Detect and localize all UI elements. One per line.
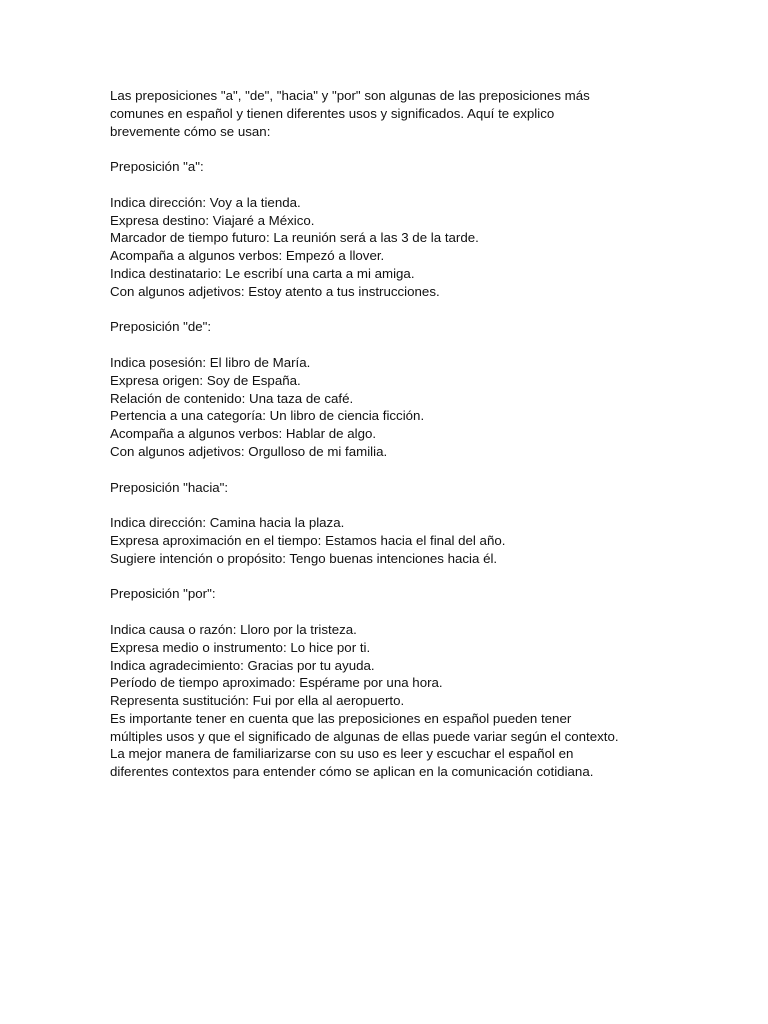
list-item: Con algunos adjetivos: Orgulloso de mi familia. — [110, 443, 388, 459]
list-item: Sugiere intención o propósito: Tengo buenas intenciones hacia él. — [110, 550, 498, 566]
closing-line: Es importante tener en cuenta que las preposiciones en español pueden tener — [110, 710, 572, 726]
intro-line: brevemente cómo se usan: — [110, 123, 271, 139]
list-item: Expresa aproximación en el tiempo: Estamos hacia el final del año. — [110, 532, 506, 548]
list-item: Marcador de tiempo futuro: La reunión será a las 3 de la tarde. — [110, 230, 479, 246]
closing-line: múltiples usos y que el significado de algunas de ellas puede variar según el contexto. — [110, 728, 619, 744]
paragraph-gap — [110, 568, 670, 586]
paragraph-gap — [110, 176, 670, 194]
list-item: Indica agradecimiento: Gracias por tu ayuda. — [110, 657, 375, 673]
section-preposicion-por — [110, 585, 670, 710]
section-preposicion-a — [110, 158, 670, 300]
section-heading: Preposición "a": — [110, 159, 204, 175]
closing-line: diferentes contextos para entender cómo se aplican en la comunicación cotidiana. — [110, 764, 594, 780]
list-item: Acompaña a algunos verbos: Hablar de algo. — [110, 426, 377, 442]
section-heading: Preposición "de": — [110, 319, 212, 335]
section-preposicion-de — [110, 318, 670, 460]
intro-paragraph — [110, 87, 670, 140]
paragraph-gap — [110, 461, 670, 479]
section-heading: Preposición "hacia": — [110, 479, 229, 495]
intro-line: comunes en español y tienen diferentes usos y significados. Aquí te explico — [110, 105, 555, 121]
list-item: Representa sustitución: Fui por ella al aeropuerto. — [110, 693, 405, 709]
closing-paragraph — [110, 710, 670, 781]
list-item: Con algunos adjetivos: Estoy atento a tus instrucciones. — [110, 283, 440, 299]
list-item: Indica dirección: Voy a la tienda. — [110, 194, 301, 210]
list-item: Indica destinatario: Le escribí una carta a mi amiga. — [110, 265, 415, 281]
list-item: Período de tiempo aproximado: Espérame por una hora. — [110, 675, 443, 691]
list-item: Expresa origen: Soy de España. — [110, 372, 301, 388]
list-item: Expresa destino: Viajaré a México. — [110, 212, 315, 228]
list-item: Relación de contenido: Una taza de café. — [110, 390, 354, 406]
section-heading: Preposición "por": — [110, 586, 216, 602]
document-page — [110, 87, 670, 781]
list-item: Pertencia a una categoría: Un libro de ciencia ficción. — [110, 408, 425, 424]
list-item: Indica dirección: Camina hacia la plaza. — [110, 515, 345, 531]
list-item: Expresa medio o instrumento: Lo hice por ti. — [110, 639, 371, 655]
section-preposicion-hacia — [110, 479, 670, 568]
paragraph-gap — [110, 603, 670, 621]
list-item: Acompaña a algunos verbos: Empezó a llover. — [110, 248, 385, 264]
paragraph-gap — [110, 496, 670, 514]
paragraph-gap — [110, 140, 670, 158]
paragraph-gap — [110, 301, 670, 319]
list-item: Indica posesión: El libro de María. — [110, 354, 311, 370]
intro-line: Las preposiciones "a", "de", "hacia" y "por" son algunas de las preposiciones más — [110, 88, 590, 103]
closing-line: La mejor manera de familiarizarse con su uso es leer y escuchar el español en — [110, 746, 574, 762]
list-item: Indica causa o razón: Lloro por la tristeza. — [110, 621, 357, 637]
paragraph-gap — [110, 336, 670, 354]
